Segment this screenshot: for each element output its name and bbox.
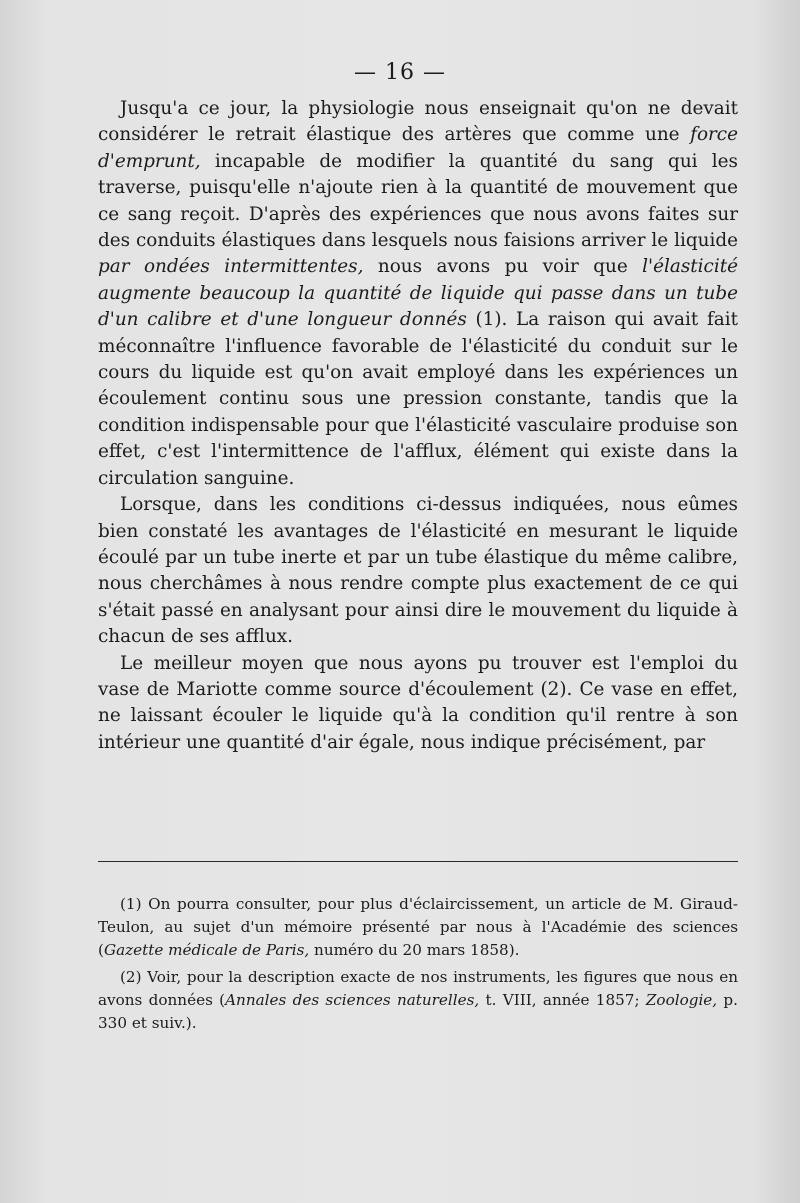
footnote-2-segment: Zoologie, [645, 991, 718, 1009]
footnotes [98, 893, 738, 1039]
paragraph-2-segment: Lorsque, dans les conditions ci-dessus indiquées, nous eûmes bien constaté les avantages de l'élasticité en mesurant le liquide écoulé par un tube inerte et par un tube élastique du même calibre, nous cherchâmes à nous rendre compte plus exactement de ce qui s'était passé en analysant pour ainsi dire le mouvement du liquide à chacun de ses afflux. [98, 494, 738, 648]
paragraph-1 [98, 96, 738, 492]
footnote-2-segment: t. VIII, année 1857; [479, 991, 646, 1009]
footnote-2-segment: (2) Voir, pour la description exacte de nos instruments, les figures que nous en avons données ( [98, 968, 738, 1009]
paragraph-1-segment: incapable de modifier la quantité du sang qui les traverse, puisqu'elle n'ajoute rien à la quantité de mouvement que ce sang reçoit. D'après des expériences que nous avons faites sur des conduits élastiques dans lesquels nous faisions arriver le liquide [98, 150, 738, 252]
footnote-2-segment: p. 330 et suiv.). [98, 991, 738, 1032]
footnote-2-segment: Annales des sciences naturelles, [225, 991, 480, 1009]
footnote-1-segment: Gazette médicale de Paris, [103, 941, 310, 959]
paragraph-1-segment: force d'emprunt, [98, 124, 738, 172]
paragraph-3 [98, 651, 738, 757]
paragraph-1-segment: Jusqu'a ce jour, la physiologie nous enseignait qu'on ne devait considérer le retrait élastique des artères que comme une [98, 98, 738, 146]
footnote-divider [98, 861, 738, 862]
footnote-1-segment: numéro du 20 mars 1858). [309, 941, 520, 959]
paragraph-1-segment: par ondées intermittentes, [98, 256, 364, 278]
paragraph-3-segment: Le meilleur moyen que nous ayons pu trouver est l'emploi du vase de Mariotte comme source d'écoulement (2). Ce vase en effet, ne laissant écouler le liquide qu'à la condition qu'il rentre à son intérieur une quantité d'air égale, nous indique précisément, par [98, 652, 738, 753]
body-text [98, 96, 738, 756]
paragraph-1-segment: (1). La raison qui avait fait méconnaître l'influence favorable de l'élasticité du conduit sur le cours du liquide est qu'on avait employé dans les expériences un écoulement continu sous une pression constante, tandis que la condition indispensable pour que l'élasticité vasculaire produise son effet, c'est l'intermittence de l'afflux, élément qui existe dans la circulation sanguine. [98, 309, 738, 489]
paragraph-1-segment: l'élasticité augmente beaucoup la quantité de liquide qui passe dans un tube d'un calibre et d'une longueur donnés [98, 256, 738, 331]
footnote-1-segment: (1) On pourra consulter, pour plus d'éclaircissement, un article de M. Giraud-Teulon, au sujet d'un mémoire présenté par nous à l'Académie des sciences ( [98, 895, 738, 959]
paragraph-2 [98, 492, 738, 650]
footnote-1 [98, 893, 738, 962]
footnote-2 [98, 966, 738, 1035]
page-number: — 16 — [354, 60, 446, 85]
paragraph-1-segment: nous avons pu voir que [363, 256, 643, 278]
